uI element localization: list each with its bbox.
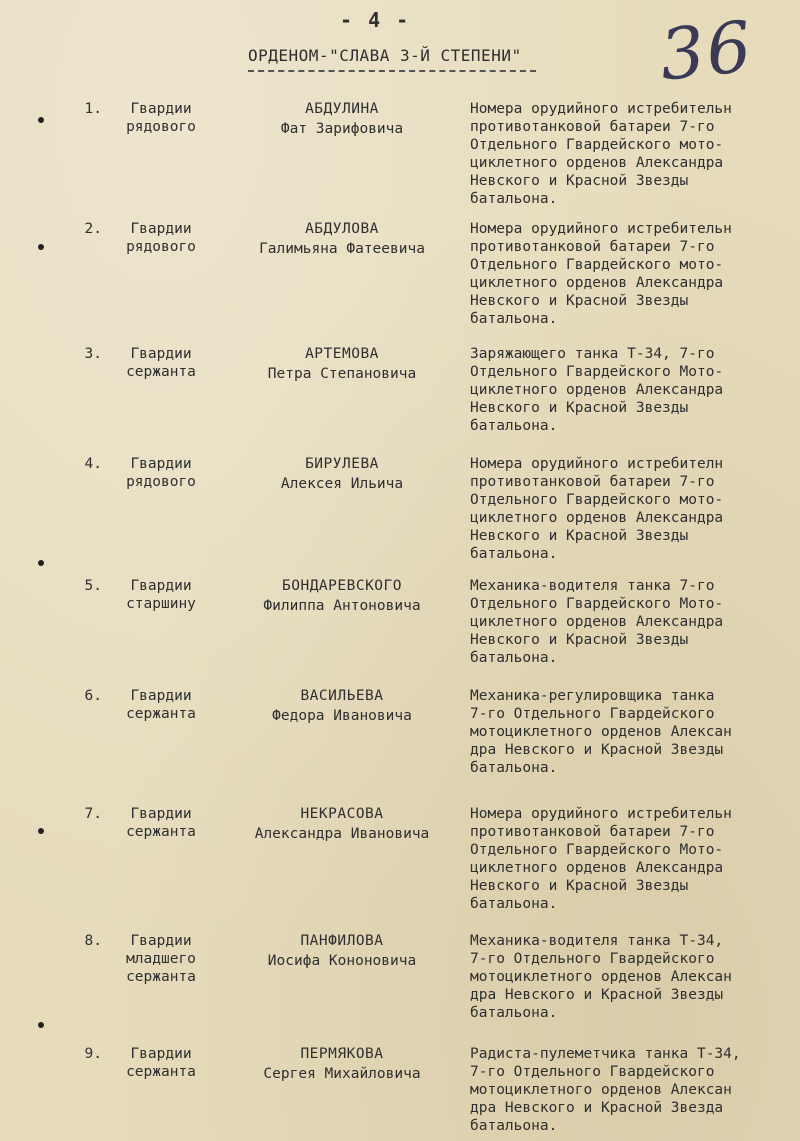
rank-line: Гвардии bbox=[130, 456, 192, 472]
entry-surname: АБДУЛИНА bbox=[305, 101, 379, 117]
desc-line: 7-го Отдельного Гвардейского bbox=[470, 951, 715, 967]
page-number: - 4 - bbox=[340, 8, 411, 32]
award-entry bbox=[0, 932, 800, 1042]
entry-description bbox=[470, 687, 795, 777]
desc-line: Отдельного Гвардейского Мото- bbox=[470, 364, 724, 380]
desc-line: Отдельного Гвардейского мото- bbox=[470, 492, 724, 508]
award-entry bbox=[0, 687, 800, 797]
rank-line: Гвардии bbox=[130, 578, 192, 594]
desc-line: Невского и Красной Звезды bbox=[470, 173, 689, 189]
rank-line: рядового bbox=[126, 239, 196, 255]
desc-line: батальона. bbox=[470, 650, 558, 666]
desc-line: Невского и Красной Звезды bbox=[470, 632, 689, 648]
entry-given-name: Иосифа Кононовича bbox=[267, 953, 417, 969]
entry-given-name: Филиппа Антоновича bbox=[263, 598, 421, 614]
entry-rank bbox=[106, 805, 216, 841]
desc-line: батальона. bbox=[470, 1005, 558, 1021]
entry-rank bbox=[106, 455, 216, 491]
desc-line: дра Невского и Красной Звезды bbox=[470, 987, 724, 1003]
award-entry bbox=[0, 577, 800, 687]
heading-underline bbox=[248, 70, 536, 72]
entry-description bbox=[470, 577, 795, 667]
entry-rank bbox=[106, 220, 216, 256]
desc-line: циклетного орденов Александра bbox=[470, 382, 724, 398]
desc-line: Механика-водителя танка Т-34, bbox=[470, 933, 724, 949]
desc-line: 7-го Отдельного Гвардейского bbox=[470, 706, 715, 722]
desc-line: противотанковой батареи 7-го bbox=[470, 119, 715, 135]
entry-number: 4. bbox=[84, 456, 102, 472]
entry-number: 1. bbox=[84, 101, 102, 117]
entry-rank bbox=[106, 687, 216, 723]
rank-line: Гвардии bbox=[130, 933, 192, 949]
desc-line: батальона. bbox=[470, 191, 558, 207]
rank-line: младшего bbox=[126, 951, 196, 967]
desc-line: циклетного орденов Александра bbox=[470, 860, 724, 876]
entry-rank bbox=[106, 345, 216, 381]
rank-line: Гвардии bbox=[130, 221, 192, 237]
desc-line: батальона. bbox=[470, 311, 558, 327]
entry-number: 7. bbox=[84, 806, 102, 822]
rank-line: сержанта bbox=[126, 1064, 196, 1080]
desc-line: Отдельного Гвардейского мото- bbox=[470, 257, 724, 273]
desc-line: дра Невского и Красной Звезда bbox=[470, 1100, 724, 1116]
desc-line: Механика-водителя танка 7-го bbox=[470, 578, 715, 594]
desc-line: Отдельного Гвардейского Мото- bbox=[470, 596, 724, 612]
rank-line: сержанта bbox=[126, 969, 196, 985]
award-entry bbox=[0, 455, 800, 565]
desc-line: Механика-регулировщика танка bbox=[470, 688, 715, 704]
desc-line: Номера орудийного истребительн bbox=[470, 806, 732, 822]
desc-line: Отдельного Гвардейского Мото- bbox=[470, 842, 724, 858]
award-entry bbox=[0, 100, 800, 210]
desc-line: 7-го Отдельного Гвардейского bbox=[470, 1064, 715, 1080]
desc-line: Невского и Красной Звезды bbox=[470, 400, 689, 416]
desc-line: батальона. bbox=[470, 760, 558, 776]
desc-line: противотанковой батареи 7-го bbox=[470, 239, 715, 255]
entry-given-name: Федора Ивановича bbox=[272, 708, 412, 724]
award-entry bbox=[0, 805, 800, 915]
award-entry bbox=[0, 345, 800, 455]
entry-given-name: Алексея Ильича bbox=[280, 476, 404, 492]
desc-line: циклетного орденов Александра bbox=[470, 614, 724, 630]
desc-line: Невского и Красной Звезды bbox=[470, 878, 689, 894]
rank-line: Гвардии bbox=[130, 346, 192, 362]
handwritten-page-number: 36 bbox=[655, 5, 758, 97]
award-entry bbox=[0, 1045, 800, 1141]
entry-rank bbox=[106, 100, 216, 136]
desc-line: циклетного орденов Александра bbox=[470, 510, 724, 526]
entry-description bbox=[470, 455, 795, 563]
entry-rank bbox=[106, 932, 216, 986]
desc-line: Номера орудийного истребителн bbox=[470, 456, 724, 472]
entry-description bbox=[470, 220, 795, 328]
entry-description bbox=[470, 1045, 795, 1135]
entry-description bbox=[470, 345, 795, 435]
rank-line: Гвардии bbox=[130, 1046, 192, 1062]
entry-given-name: Петра Степановича bbox=[267, 366, 417, 382]
rank-line: сержанта bbox=[126, 706, 196, 722]
rank-line: Гвардии bbox=[130, 688, 192, 704]
entry-description bbox=[470, 100, 795, 208]
entry-rank bbox=[106, 577, 216, 613]
rank-line: рядового bbox=[126, 474, 196, 490]
desc-line: дра Невского и Красной Звезды bbox=[470, 742, 724, 758]
rank-line: сержанта bbox=[126, 364, 196, 380]
desc-line: противотанковой батареи 7-го bbox=[470, 474, 715, 490]
desc-line: мотоциклетного орденов Алексан bbox=[470, 724, 732, 740]
entry-number: 3. bbox=[84, 346, 102, 362]
desc-line: циклетного орденов Александра bbox=[470, 155, 724, 171]
desc-line: батальона. bbox=[470, 546, 558, 562]
entry-number: 8. bbox=[84, 933, 102, 949]
entry-description bbox=[470, 805, 795, 913]
rank-line: сержанта bbox=[126, 824, 196, 840]
desc-line: батальона. bbox=[470, 896, 558, 912]
desc-line: Невского и Красной Звезды bbox=[470, 293, 689, 309]
rank-line: Гвардии bbox=[130, 101, 192, 117]
desc-line: Отдельного Гвардейского мото- bbox=[470, 137, 724, 153]
entry-given-name: Сергея Михайловича bbox=[263, 1066, 421, 1082]
entry-surname: ВАСИЛЬЕВА bbox=[300, 688, 384, 704]
entry-number: 5. bbox=[84, 578, 102, 594]
award-heading: ОРДЕНОМ-"СЛАВА 3-Й СТЕПЕНИ" bbox=[248, 46, 522, 65]
entry-surname: БОНДАРЕВСКОГО bbox=[282, 578, 402, 594]
desc-line: Заряжающего танка Т-34, 7-го bbox=[470, 346, 715, 362]
entry-rank bbox=[106, 1045, 216, 1081]
entry-given-name: Фат Зарифовича bbox=[280, 121, 404, 137]
desc-line: Радиста-пулеметчика танка Т-34, bbox=[470, 1046, 741, 1062]
desc-line: циклетного орденов Александра bbox=[470, 275, 724, 291]
entry-surname: АБДУЛОВА bbox=[305, 221, 379, 237]
entry-given-name: Галимьяна Фатеевича bbox=[259, 241, 425, 257]
rank-line: рядового bbox=[126, 119, 196, 135]
entry-number: 6. bbox=[84, 688, 102, 704]
desc-line: батальона. bbox=[470, 418, 558, 434]
desc-line: противотанковой батареи 7-го bbox=[470, 824, 715, 840]
desc-line: мотоциклетного орденов Алексан bbox=[470, 969, 732, 985]
entry-given-name: Александра Ивановича bbox=[254, 826, 430, 842]
entry-surname: БИРУЛЕВА bbox=[305, 456, 379, 472]
rank-line: Гвардии bbox=[130, 806, 192, 822]
desc-line: батальона. bbox=[470, 1118, 558, 1134]
entry-surname: НЕКРАСОВА bbox=[300, 806, 384, 822]
desc-line: Номера орудийного истребительн bbox=[470, 101, 732, 117]
entry-surname: ПЕРМЯКОВА bbox=[300, 1046, 384, 1062]
entry-number: 2. bbox=[84, 221, 102, 237]
desc-line: Номера орудийного истребительн bbox=[470, 221, 732, 237]
desc-line: Невского и Красной Звезды bbox=[470, 528, 689, 544]
desc-line: мотоциклетного орденов Алексан bbox=[470, 1082, 732, 1098]
entry-description bbox=[470, 932, 795, 1022]
entry-surname: ПАНФИЛОВА bbox=[300, 933, 384, 949]
entry-surname: АРТЕМОВА bbox=[305, 346, 379, 362]
award-entry bbox=[0, 220, 800, 330]
rank-line: старшину bbox=[126, 596, 196, 612]
entry-number: 9. bbox=[84, 1046, 102, 1062]
